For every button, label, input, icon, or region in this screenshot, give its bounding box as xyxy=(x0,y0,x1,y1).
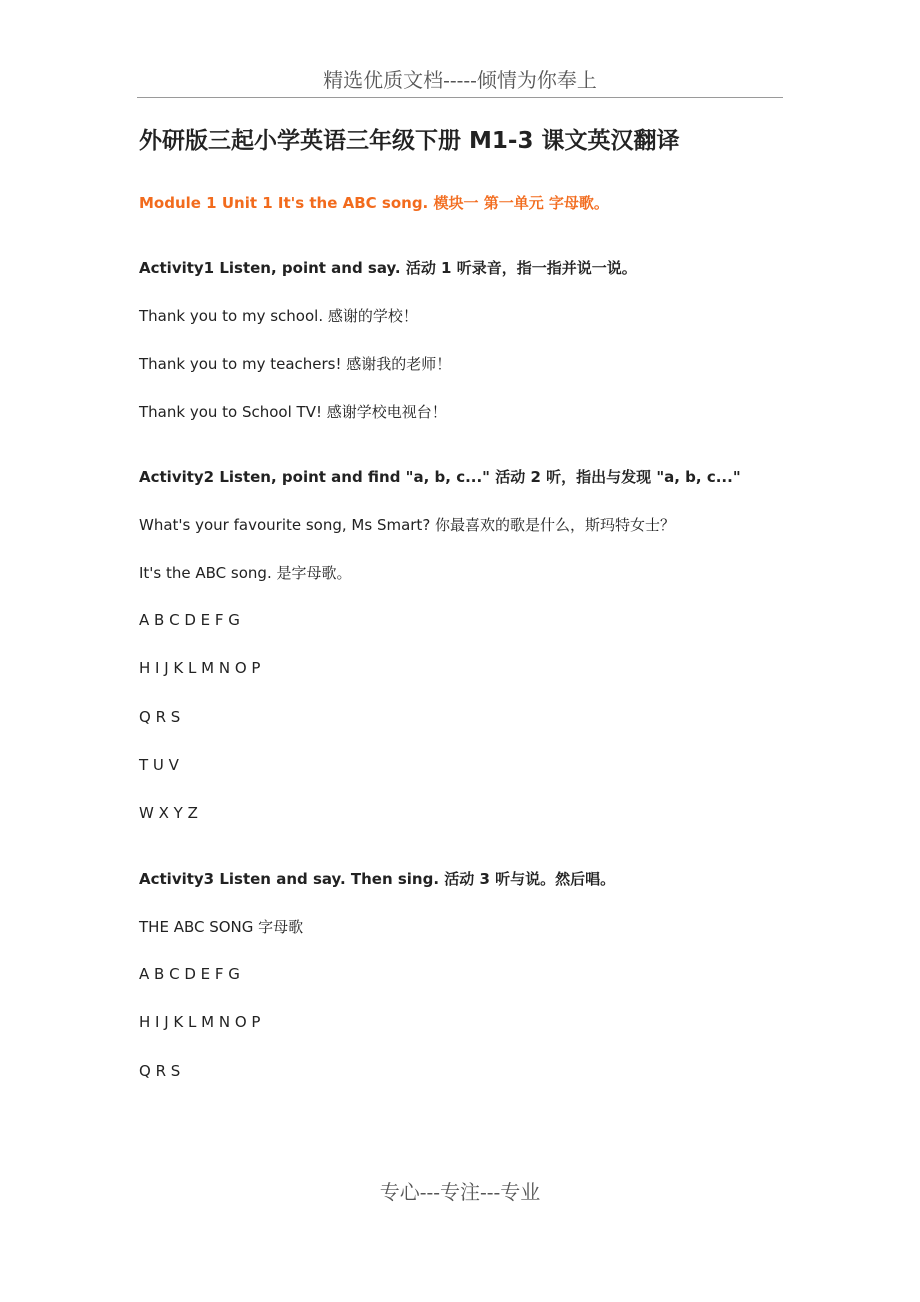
song-title: THE ABC SONG 字母歌 xyxy=(139,918,304,936)
alphabet-line: Q R S xyxy=(139,1062,181,1080)
text-line: Thank you to School TV! 感谢学校电视台！ xyxy=(139,403,447,421)
activity-2-heading: Activity2 Listen, point and find "a, b, c..." 活动 2 听，指出与发现 "a, b, c..." xyxy=(139,468,741,486)
alphabet-line: H I J K L M N O P xyxy=(139,659,261,677)
activity-3-heading: Activity3 Listen and say. Then sing. 活动 3 听与说。然后唱。 xyxy=(139,870,616,888)
alphabet-line: A B C D E F G xyxy=(139,965,240,983)
text-line: Thank you to my school. 感谢的学校！ xyxy=(139,307,418,325)
alphabet-line: T U V xyxy=(139,756,179,774)
alphabet-line: H I J K L M N O P xyxy=(139,1013,261,1031)
alphabet-line: W X Y Z xyxy=(139,804,198,822)
text-line: What's your favourite song, Ms Smart? 你最喜欢的歌是什么，斯玛特女士？ xyxy=(139,516,676,534)
text-line: Thank you to my teachers! 感谢我的老师！ xyxy=(139,355,452,373)
text-line: It's the ABC song. 是字母歌。 xyxy=(139,564,352,582)
activity-1-heading: Activity1 Listen, point and say. 活动 1 听录音，指一指并说一说。 xyxy=(139,259,637,277)
document-title: 外研版三起小学英语三年级下册 M1-3 课文英汉翻译 xyxy=(139,128,680,154)
alphabet-line: Q R S xyxy=(139,708,181,726)
alphabet-line: A B C D E F G xyxy=(139,611,240,629)
module-heading: Module 1 Unit 1 It's the ABC song. 模块一 第一单元 字母歌。 xyxy=(139,194,609,212)
header-divider xyxy=(137,97,783,98)
page-footer: 专心---专注---专业 xyxy=(379,1180,541,1204)
page-header: 精选优质文档-----倾情为你奉上 xyxy=(323,68,597,92)
